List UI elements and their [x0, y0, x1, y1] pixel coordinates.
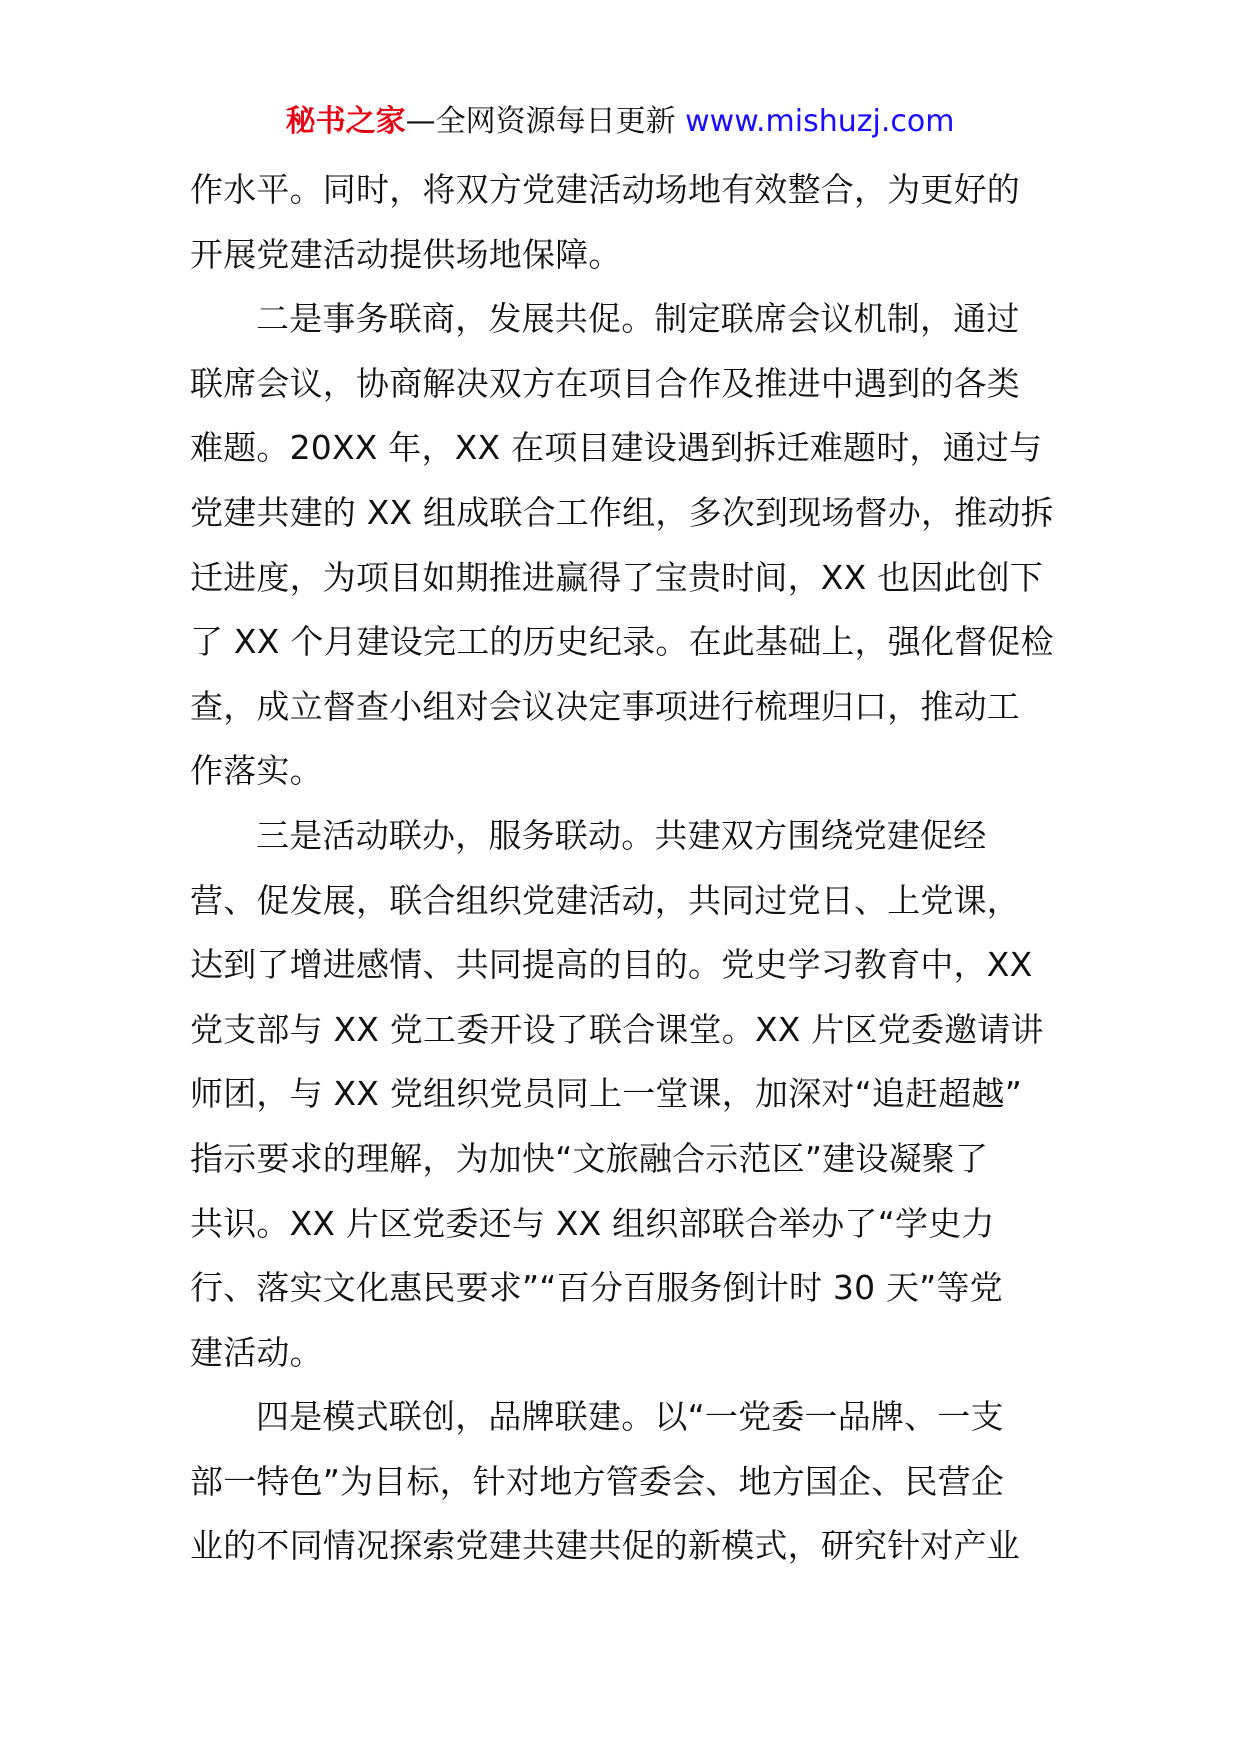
text-line: 行、落实文化惠民要求”“百分百服务倒计时 30 天”等党	[190, 1268, 1003, 1308]
text-line: 业的不同情况探索党建共建共促的新模式，研究针对产业	[190, 1526, 1020, 1566]
paragraph-start-line: 四是模式联创，品牌联建。以“一党委一品牌、一支	[256, 1397, 1004, 1437]
text-line: 迁进度，为项目如期推进赢得了宝贵时间，XX 也因此创下	[190, 557, 1044, 597]
text-line: 开展党建活动提供场地保障。	[190, 234, 622, 274]
text-line: 作落实。	[190, 751, 323, 791]
text-line: 难题。20XX 年，XX 在项目建设遇到拆迁难题时，通过与	[190, 428, 1043, 468]
text-line: 党支部与 XX 党工委开设了联合课堂。XX 片区党委邀请讲	[190, 1009, 1044, 1049]
text-line: 指示要求的理解，为加快“文旅融合示范区”建设凝聚了	[190, 1138, 989, 1178]
text-line: 建活动。	[190, 1332, 323, 1372]
header-tagline: —全网资源每日更新	[405, 104, 676, 139]
text-line: 联席会议，协商解决双方在项目合作及推进中遇到的各类	[190, 363, 1020, 403]
text-line: 党建共建的 XX 组成联合工作组，多次到现场督办，推动拆	[190, 492, 1054, 532]
page-header	[0, 100, 1240, 144]
text-line: 了 XX 个月建设完工的历史纪录。在此基础上，强化督促检	[190, 622, 1054, 662]
text-line: 部一特色”为目标，针对地方管委会、地方国企、民营企	[190, 1461, 1005, 1501]
text-line: 共识。XX 片区党委还与 XX 组织部联合举办了“学史力	[190, 1203, 995, 1243]
text-line: 师团，与 XX 党组织党员同上一堂课，加深对“追赶超越”	[190, 1074, 1022, 1114]
site-url-link[interactable]: www.mishuzj.com	[685, 104, 955, 139]
document-body	[190, 158, 1060, 1579]
text-line: 达到了增进感情、共同提高的目的。党史学习教育中，XX	[190, 945, 1033, 985]
paragraph-start-line: 三是活动联办，服务联动。共建双方围绕党建促经	[256, 815, 987, 855]
brand-name: 秘书之家	[285, 104, 406, 139]
paragraph-start-line: 二是事务联商，发展共促。制定联席会议机制，通过	[256, 299, 1020, 339]
text-line: 查，成立督查小组对会议决定事项进行梳理归口，推动工	[190, 686, 1020, 726]
text-line: 营、促发展，联合组织党建活动，共同过党日、上党课，	[190, 880, 1020, 920]
text-line: 作水平。同时，将双方党建活动场地有效整合，为更好的	[190, 170, 1020, 209]
